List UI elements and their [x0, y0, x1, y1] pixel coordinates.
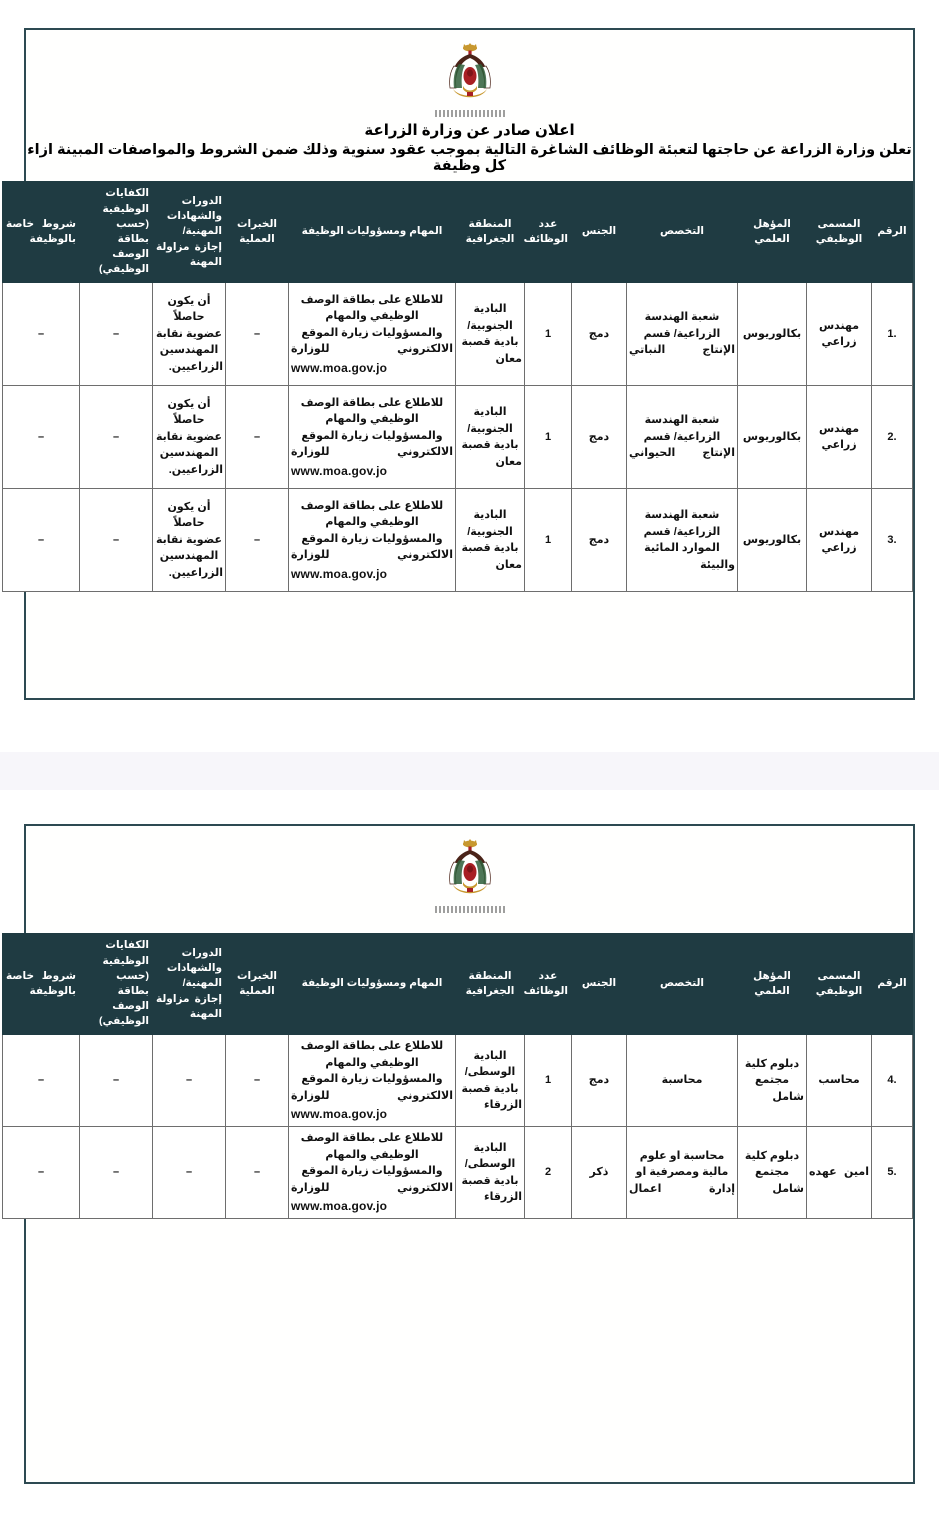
col-header-specialization: التخصص — [627, 934, 738, 1035]
cell-region: البادية الجنوبية/ بادية قصبة معان — [456, 386, 525, 489]
cell-gender: دمج — [572, 283, 627, 386]
cell-tasks — [289, 1035, 456, 1127]
col-header-specialization: التخصص — [627, 182, 738, 283]
cell-vacancies: 1 — [525, 489, 572, 592]
cell-specialization: شعبة الهندسة الزراعية/ قسم الإنتاج النباتي — [627, 283, 738, 386]
cell-conditions: – — [3, 1127, 80, 1219]
cell-conditions: – — [3, 1035, 80, 1127]
col-header-tasks: المهام ومسؤوليات الوظيفة — [289, 182, 456, 283]
tasks-text: للاطلاع على بطاقة الوصف الوظيفي والمهام والمسؤوليات زيارة الموقع الالكتروني للوزارة — [291, 396, 453, 458]
cell-job-title: مهندس زراعي — [807, 386, 872, 489]
col-header-experience: الخبرات العملية — [226, 934, 289, 1035]
cell-vacancies: 2 — [525, 1127, 572, 1219]
col-header-tasks: المهام ومسؤوليات الوظيفة — [289, 934, 456, 1035]
emblem-inscription — [435, 110, 505, 117]
cell-qualification: دبلوم كلية مجتمع شامل — [738, 1035, 807, 1127]
col-header-conditions: شروط خاصة بالوظيفة — [3, 934, 80, 1035]
page-2 — [6, 824, 915, 1484]
cell-specialization: شعبة الهندسة الزراعية/ قسم الموارد المائية والبيئة — [627, 489, 738, 592]
tasks-text: للاطلاع على بطاقة الوصف الوظيفي والمهام والمسؤوليات زيارة الموقع الالكتروني للوزارة — [291, 293, 453, 355]
table-row — [3, 386, 913, 489]
col-header-qualification: المؤهل العلمي — [738, 182, 807, 283]
cell-number: .1 — [872, 283, 913, 386]
jordan-coat-of-arms-icon — [444, 838, 496, 900]
cell-conditions: – — [3, 283, 80, 386]
cell-courses: أن يكون حاصلاً عضوية نقابة المهندسين الزراعيين. — [153, 283, 226, 386]
table-row — [3, 1127, 913, 1219]
cell-competencies: – — [80, 489, 153, 592]
col-header-vacancies: عدد الوظائف — [525, 934, 572, 1035]
cell-specialization: محاسبة — [627, 1035, 738, 1127]
document-root — [0, 28, 939, 1484]
cell-number: .4 — [872, 1035, 913, 1127]
ministry-website-link[interactable]: www.moa.gov.jo — [291, 566, 388, 581]
announcement-subtitle: تعلن وزارة الزراعة عن حاجتها لتعبئة الوظائف الشاغرة التالية بموجب عقود سنوية وذلك ضمن الشروط والمواصفات المبينة ازاء كل وظيفة — [27, 142, 912, 174]
cell-specialization: محاسبة او علوم مالية ومصرفية او إدارة اعمال — [627, 1127, 738, 1219]
cell-conditions: – — [3, 489, 80, 592]
cell-tasks — [289, 283, 456, 386]
col-header-experience: الخبرات العملية — [226, 182, 289, 283]
cell-experience: – — [226, 489, 289, 592]
emblem-inscription — [435, 906, 505, 913]
cell-experience: – — [226, 283, 289, 386]
col-header-vacancies: عدد الوظائف — [525, 182, 572, 283]
cell-specialization: شعبة الهندسة الزراعية/ قسم الإنتاج الحيواني — [627, 386, 738, 489]
table-header-row — [3, 934, 913, 1035]
col-header-number: الرقم — [872, 182, 913, 283]
cell-gender: دمج — [572, 1035, 627, 1127]
cell-conditions: – — [3, 386, 80, 489]
ministry-website-link[interactable]: www.moa.gov.jo — [291, 360, 388, 375]
cell-experience: – — [226, 386, 289, 489]
cell-number: .2 — [872, 386, 913, 489]
jordan-coat-of-arms-icon — [444, 42, 496, 104]
cell-tasks — [289, 1127, 456, 1219]
col-header-job-title: المسمى الوظيفي — [807, 182, 872, 283]
cell-gender: دمج — [572, 386, 627, 489]
cell-courses: – — [153, 1127, 226, 1219]
col-header-number: الرقم — [872, 934, 913, 1035]
cell-courses: – — [153, 1035, 226, 1127]
ministry-website-link[interactable]: www.moa.gov.jo — [291, 1199, 388, 1213]
tasks-text: للاطلاع على بطاقة الوصف الوظيفي والمهام والمسؤوليات زيارة الموقع الالكتروني للوزارة — [291, 499, 453, 561]
cell-competencies: – — [80, 1035, 153, 1127]
ministry-website-link[interactable]: www.moa.gov.jo — [291, 1107, 388, 1121]
cell-region: البادية الجنوبية/ بادية قصبة معان — [456, 283, 525, 386]
cell-competencies: – — [80, 283, 153, 386]
col-header-gender: الجنس — [572, 934, 627, 1035]
col-header-competencies: الكفايات الوظيفية (حسب بطاقة الوصف الوظيفي) — [80, 182, 153, 283]
cell-region: البادية الوسطى/ بادية قصبة الزرقاء — [456, 1127, 525, 1219]
cell-vacancies: 1 — [525, 1035, 572, 1127]
cell-courses: أن يكون حاصلاً عضوية نقابة المهندسين الزراعيين. — [153, 386, 226, 489]
cell-experience: – — [226, 1127, 289, 1219]
announcement-title: اعلان صادر عن وزارة الزراعة — [364, 122, 575, 139]
cell-courses: أن يكون حاصلاً عضوية نقابة المهندسين الزراعيين. — [153, 489, 226, 592]
table-row — [3, 1035, 913, 1127]
cell-number: .3 — [872, 489, 913, 592]
ministry-website-link[interactable]: www.moa.gov.jo — [291, 463, 388, 478]
emblem-container — [26, 826, 913, 913]
cell-experience: – — [226, 1035, 289, 1127]
emblem-container — [26, 30, 913, 117]
col-header-job-title: المسمى الوظيفي — [807, 934, 872, 1035]
cell-qualification: بكالوريوس — [738, 386, 807, 489]
tasks-text: للاطلاع على بطاقة الوصف الوظيفي والمهام والمسؤوليات زيارة الموقع الالكتروني للوزارة — [291, 1040, 453, 1102]
table-body-page-2 — [3, 1035, 913, 1219]
cell-competencies: – — [80, 386, 153, 489]
cell-gender: ذكر — [572, 1127, 627, 1219]
cell-tasks — [289, 489, 456, 592]
cell-gender: دمج — [572, 489, 627, 592]
table-body-page-1 — [3, 283, 913, 592]
cell-qualification: بكالوريوس — [738, 489, 807, 592]
cell-vacancies: 1 — [525, 283, 572, 386]
table-header-row — [3, 182, 913, 283]
cell-region: البادية الوسطى/ بادية قصبة الزرقاء — [456, 1035, 525, 1127]
col-header-region: المنطقة الجغرافية — [456, 182, 525, 283]
cell-competencies: – — [80, 1127, 153, 1219]
col-header-conditions: شروط خاصة بالوظيفة — [3, 182, 80, 283]
table-row — [3, 283, 913, 386]
page-1 — [6, 28, 915, 700]
announcement-header — [26, 121, 913, 174]
cell-job-title: مهندس زراعي — [807, 283, 872, 386]
col-header-region: المنطقة الجغرافية — [456, 934, 525, 1035]
jobs-table-page-2 — [2, 933, 913, 1219]
col-header-qualification: المؤهل العلمي — [738, 934, 807, 1035]
cell-job-title: محاسب — [807, 1035, 872, 1127]
jobs-table-page-1 — [2, 181, 913, 592]
cell-region: البادية الجنوبية/ بادية قصبة معان — [456, 489, 525, 592]
cell-job-title: امين عهده — [807, 1127, 872, 1219]
cell-vacancies: 1 — [525, 386, 572, 489]
col-header-courses: الدورات والشهادات المهنية/إجازة مزاولة المهنة — [153, 934, 226, 1035]
table-row — [3, 489, 913, 592]
col-header-courses: الدورات والشهادات المهنية/إجازة مزاولة المهنة — [153, 182, 226, 283]
cell-number: .5 — [872, 1127, 913, 1219]
cell-job-title: مهندس زراعي — [807, 489, 872, 592]
col-header-competencies: الكفايات الوظيفية (حسب بطاقة الوصف الوظيفي) — [80, 934, 153, 1035]
col-header-gender: الجنس — [572, 182, 627, 283]
cell-qualification: دبلوم كلية مجتمع شامل — [738, 1127, 807, 1219]
tasks-text: للاطلاع على بطاقة الوصف الوظيفي والمهام والمسؤوليات زيارة الموقع الالكتروني للوزارة — [291, 1132, 453, 1194]
page-separator-band — [0, 752, 939, 790]
cell-tasks — [289, 386, 456, 489]
cell-qualification: بكالوريوس — [738, 283, 807, 386]
